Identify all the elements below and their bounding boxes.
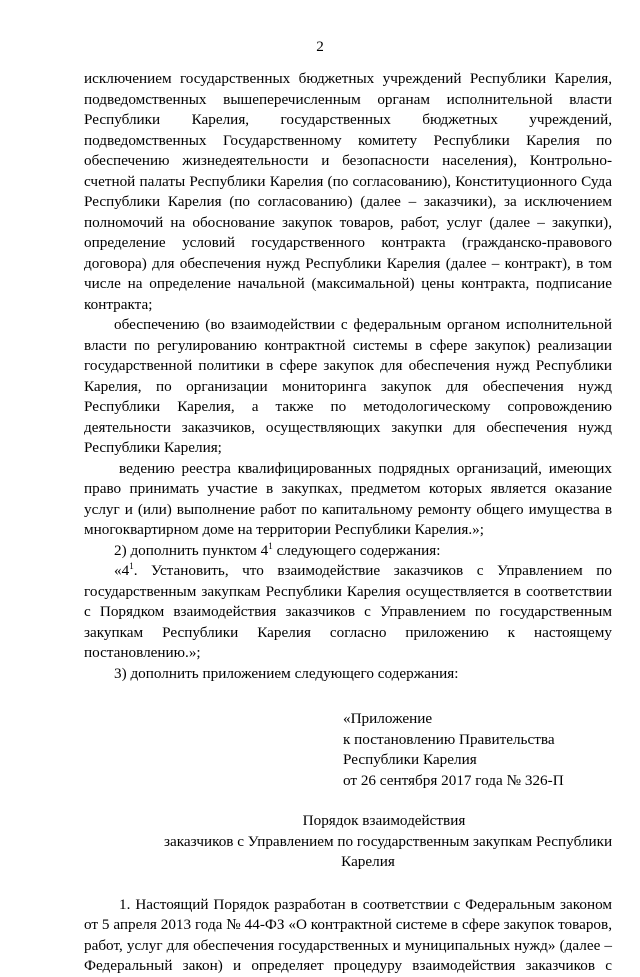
text-line: от 26 сентября 2017 года № 326-П	[343, 771, 564, 789]
text-line: полномочий на обоснование закупок товаров, работ, услуг (далее – закупки),	[84, 213, 612, 231]
section-title	[84, 811, 612, 873]
text-line: многоквартирном доме на территории Республики Карелия.»;	[84, 521, 484, 538]
text-line: Республики Карелия, государственных бюджетных учреждений,	[84, 111, 612, 128]
text-line: 2) дополнить пунктом $4^1$ следующего содержания:	[114, 540, 441, 559]
text-line: ведению реестра квалифицированных подрядных организаций, имеющих	[119, 459, 612, 477]
text-line: власти по регулированию контрактной системы в сфере закупок) реализации	[84, 336, 612, 354]
paragraph-monitoring	[84, 315, 612, 459]
paragraph-1	[84, 895, 612, 977]
text-line: деятельности заказчиков, осуществляющих закупки для обеспечения нужд	[84, 418, 612, 436]
text-line: Республики Карелия, а также по методологическому сопровождению	[84, 398, 612, 415]
text-line: Республики Карелия;	[84, 439, 222, 456]
text-line: подведомственных вышеперечисленным органам исполнительной власти	[84, 90, 612, 108]
text-line: исключением государственных бюджетных учреждений Республики Карелия,	[84, 70, 612, 87]
appendix-header	[343, 709, 612, 791]
page-number: 2	[316, 38, 324, 55]
text-line: «Приложение	[343, 710, 433, 727]
paragraph-registry	[84, 459, 612, 541]
text-line: закупкам Республики Карелия согласно приложению к настоящему	[84, 623, 612, 641]
title-line: заказчиков с Управлением по государственным закупкам Республики	[164, 832, 613, 850]
text-line: услуг и (или) выполнение работ по капитальному ремонту общего имущества в	[84, 500, 612, 518]
text-line: право принимать участие в закупках, предметом которых является оказание	[84, 480, 612, 497]
text-line: Карелия, по организации мониторинга закупок для обеспечения нужд	[84, 377, 612, 395]
title-line: Карелия	[341, 853, 395, 870]
text-line: Республики Карелия (по согласованию) (далее – заказчики), за исключением	[84, 193, 612, 210]
text-line: государственным закупкам Республики Карелия осуществляется в соответствии	[84, 582, 612, 600]
text-line: постановлению.»;	[84, 644, 201, 661]
item-2	[84, 541, 612, 562]
text-line: контракта;	[84, 295, 153, 313]
item-3	[84, 664, 612, 685]
paragraph-continuation	[84, 69, 612, 315]
text-line: обеспечению жизнедеятельности и безопасности населения), Контрольно-	[84, 152, 612, 169]
superscript: 1	[129, 561, 134, 571]
text-line: договора) для обеспечения нужд Республики Карелия (далее – контракт), в том	[84, 254, 612, 272]
document-body	[84, 69, 612, 977]
text-line: обеспечению (во взаимодействии с федеральным органом исполнительной	[114, 316, 612, 333]
text-line: государственной политики в сфере закупок для обеспечения нужд Республики	[84, 357, 612, 374]
text-line: от 5 апреля 2013 года № 44-ФЗ «О контрактной системе в сфере закупок товаров,	[84, 916, 612, 933]
text-line: 1. Настоящий Порядок разработан в соответствии с Федеральным законом	[119, 895, 612, 913]
title-line: Порядок взаимодействия	[302, 812, 466, 829]
text-line: работ, услуг для обеспечения государственных и муниципальных нужд» (далее –	[84, 936, 612, 954]
text-line: к постановлению Правительства	[343, 730, 555, 748]
text-line: Республики Карелия	[343, 751, 477, 768]
text-line: с Порядком взаимодействия заказчиков с Управлением по государственным	[84, 603, 612, 620]
text-line: определение условий государственного контракта (гражданско-правового	[84, 234, 612, 251]
paragraph-4-1	[84, 561, 612, 664]
text-line: Федеральный закон) и определяет процедуру взаимодействия заказчиков с	[84, 957, 612, 974]
text-line: подведомственных Государственному комитету Республики Карелия по	[84, 131, 612, 149]
text-line: числе на определение начальной (максимальной) цены контракта, подписание	[84, 275, 612, 292]
text-line: 3) дополнить приложением следующего содержания:	[114, 664, 459, 682]
superscript: 1	[268, 540, 273, 551]
text-line: «$4^1$. Установить, что взаимодействие заказчиков с Управлением по	[114, 561, 612, 579]
text-line: счетной палаты Республики Карелия (по согласованию), Конституционного Суда	[84, 172, 612, 190]
